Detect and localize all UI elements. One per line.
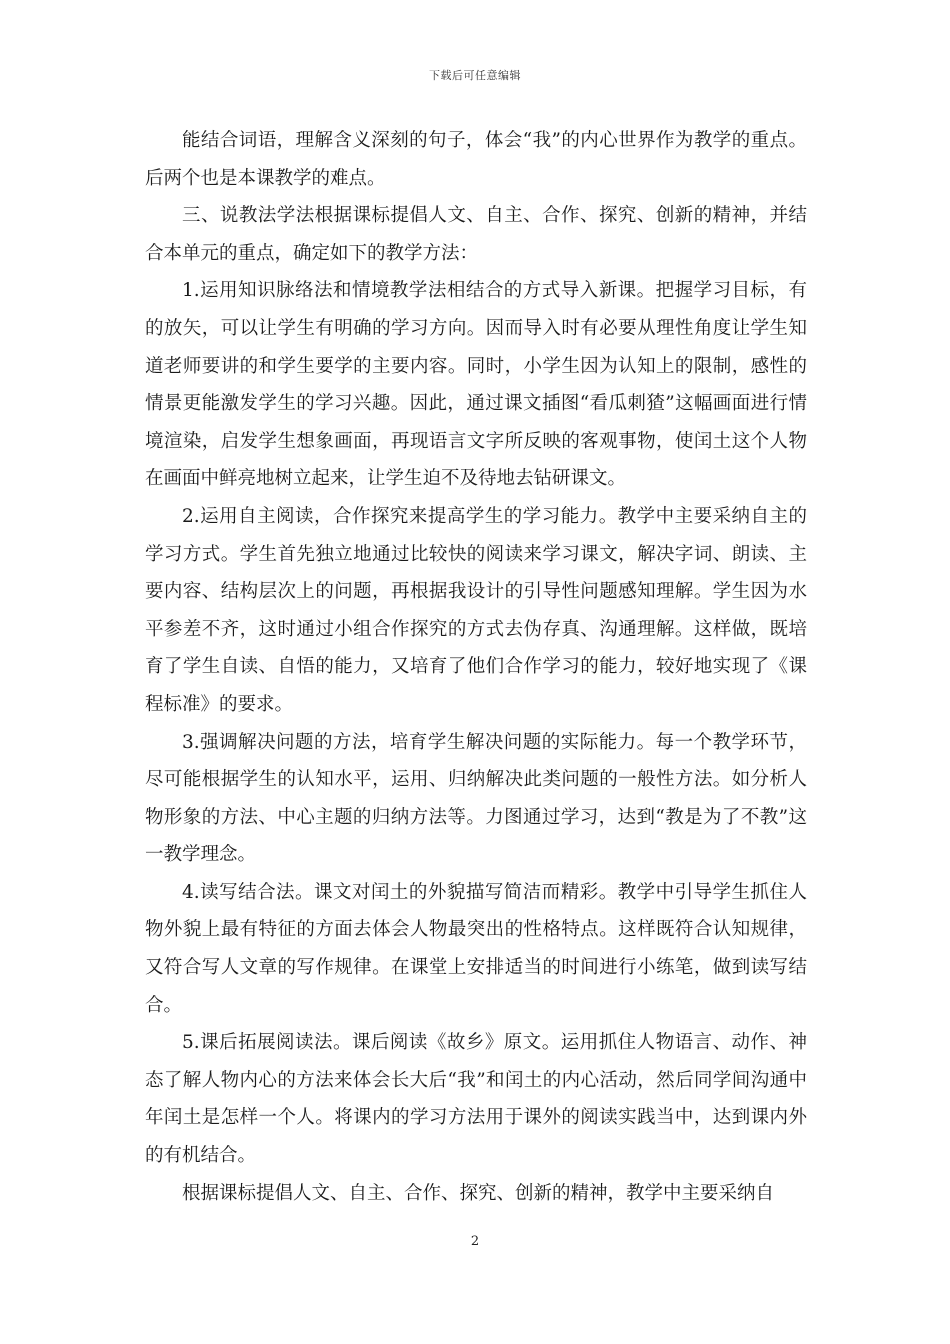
- paragraph-teaching-methods-intro: 三、说教法学法根据课标提倡人文、自主、合作、探究、创新的精神，并结合本单元的重点，确定如下的教学方法：: [145, 205, 807, 264]
- paragraph-method-2: 2.运用自主阅读，合作探究来提高学生的学习能力。教学中主要采纳自主的学习方式。学生首先独立地通过比较快的阅读来学习课文，解决字词、朗读、主要内容、结构层次上的问题，再根据我设计的引导性问题感知理解。学生因为水平参差不齐，这时通过小组合作探究的方式去伪存真、沟通理解。这样做，既培育了学生自读、自悟的能力，又培育了他们合作学习的能力，较好地实现了《课程标准》的要求。: [145, 505, 807, 715]
- paragraph-method-4: 4.读写结合法。课文对闰土的外貌描写简洁而精彩。教学中引导学生抓住人物外貌上最有特征的方面去体会人物最突出的性格特点。这样既符合认知规律，又符合写人文章的写作规律。在课堂上安排适当的时间进行小练笔，做到读写结合。: [145, 881, 807, 1016]
- paragraph-method-3: 3.强调解决问题的方法，培育学生解决问题的实际能力。每一个教学环节，尽可能根据学生的认知水平，运用、归纳解决此类问题的一般性方法。如分析人物形象的方法、中心主题的归纳方法等。力图通过学习，达到“教是为了不教”这一教学理念。: [145, 731, 807, 866]
- page-header: 下载后可任意编辑: [429, 69, 521, 82]
- document-body: [145, 122, 807, 1212]
- page-number: 2: [470, 1234, 480, 1249]
- paragraph-continued: 根据课标提倡人文、自主、合作、探究、创新的精神，教学中主要采纳自: [182, 1182, 775, 1204]
- paragraph-key-points: 能结合词语，理解含义深刻的句子，体会“我”的内心世界作为教学的重点。后两个也是本课教学的难点。: [145, 130, 807, 189]
- paragraph-method-1: 1.运用知识脉络法和情境教学法相结合的方式导入新课。把握学习目标，有的放矢，可以让学生有明确的学习方向。因而导入时有必要从理性角度让学生知道老师要讲的和学生要学的主要内容。同时，小学生因为认知上的限制，感性的情景更能激发学生的学习兴趣。因此，通过课文插图“看瓜刺猹”这幅画面进行情境渲染，启发学生想象画面，再现语言文字所反映的客观事物，使闰土这个人物在画面中鲜亮地树立起来，让学生迫不及待地去钻研课文。: [145, 280, 807, 490]
- paragraph-method-5: 5.课后拓展阅读法。课后阅读《故乡》原文。运用抓住人物语言、动作、神态了解人物内心的方法来体会长大后“我”和闰土的内心活动，然后同学间沟通中年闰土是怎样一个人。将课内的学习方法用于课外的阅读实践当中，达到课内外的有机结合。: [145, 1032, 807, 1167]
